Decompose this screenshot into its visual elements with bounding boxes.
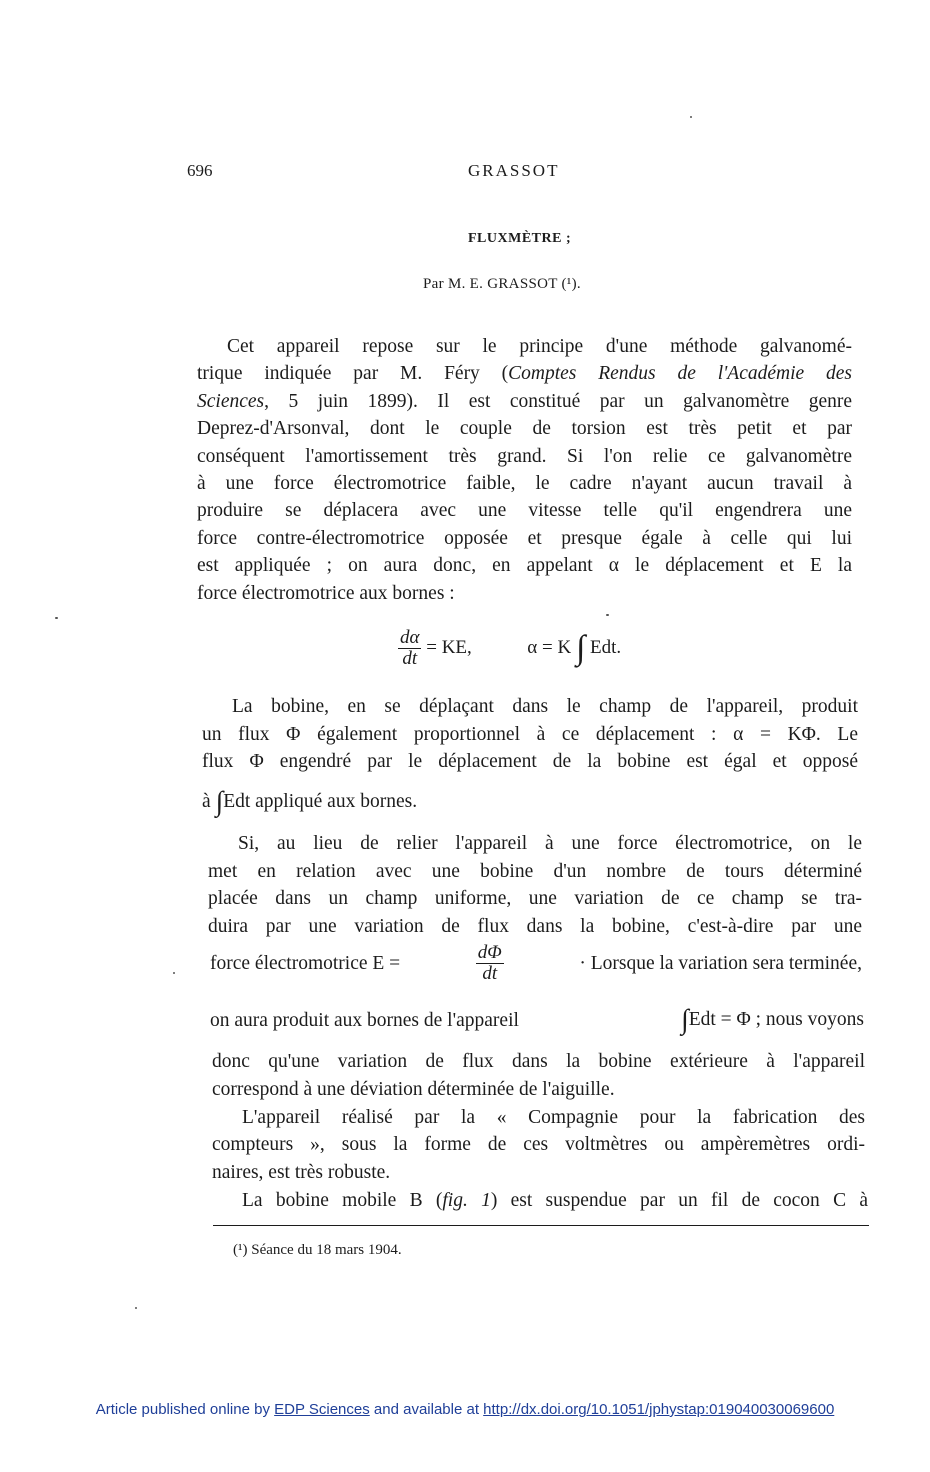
text-line: La bobine, en se déplaçant dans le champ de l'appareil, produit <box>232 696 858 717</box>
text-line: un flux Φ également proportionnel à ce déplacement : α = KΦ. Le <box>202 724 858 745</box>
equation-1 <box>398 628 621 669</box>
doi-link[interactable]: http://dx.doi.org/10.1051/jphystap:019040030069600 <box>483 1401 835 1418</box>
text-span: ) est suspendue par un fil de cocon C à <box>490 1190 868 1211</box>
text-line: Deprez-d'Arsonval, dont le couple de torsion est très petit et par <box>197 418 852 439</box>
text-span: , 5 juin 1899). Il est constitué par un galvanomètre genre <box>264 391 852 412</box>
fraction-denominator: dt <box>482 962 498 984</box>
text-line: donc qu'une variation de flux dans la bobine extérieure à l'appareil <box>212 1051 865 1072</box>
equation-lhs: α = K <box>527 636 572 658</box>
text-line <box>197 360 852 387</box>
scan-speck <box>55 617 58 619</box>
integral-sign: ∫ <box>215 786 224 818</box>
scan-speck <box>135 1307 137 1309</box>
text-line <box>197 388 852 415</box>
text-line: produire se déplacera avec une vitesse telle qu'il engendrera une <box>197 500 852 521</box>
text-line: à une force électromotrice faible, le cadre n'ayant aucun travail à <box>197 473 852 494</box>
integral-sign: ∫ <box>575 629 586 667</box>
text-line <box>202 788 417 817</box>
text-span: Edt = Φ ; nous voyons <box>688 1009 864 1030</box>
page-number: 696 <box>187 161 213 180</box>
text-line: force électromotrice aux bornes : <box>197 583 455 604</box>
citation-italic: Comptes Rendus de l'Académie des <box>508 363 852 384</box>
text-line: est appliquée ; on aura donc, en appelant α le déplacement et E la <box>197 555 852 576</box>
text-line: compteurs », sous la forme de ces voltmètres ou ampèremètres ordi- <box>212 1134 865 1155</box>
text-line <box>212 1187 868 1214</box>
equation-rhs: = KE, <box>426 636 472 658</box>
integrand: Edt. <box>590 636 622 658</box>
text-line: correspond à une déviation déterminée de l'aiguille. <box>212 1079 615 1100</box>
publisher-link[interactable]: EDP Sciences <box>274 1401 370 1418</box>
scan-speck <box>173 972 175 974</box>
text-span: à <box>202 791 211 812</box>
scan-speck <box>606 614 609 616</box>
fraction-denominator: dt <box>402 647 418 669</box>
scan-speck <box>690 116 692 118</box>
text-line: met en relation avec une bobine d'un nombre de tours déterminé <box>208 861 862 882</box>
text-span: Edt appliqué aux bornes. <box>223 791 418 812</box>
text-line: naires, est très robuste. <box>212 1162 391 1183</box>
text-line: duira par une variation de flux dans la bobine, c'est-à-dire par une <box>208 916 862 937</box>
publication-footer <box>0 1401 930 1418</box>
article-byline: Par M. E. GRASSOT (¹). <box>423 276 581 292</box>
footer-text: and available at <box>369 1401 484 1418</box>
text-span: · Lorsque la variation sera terminée, <box>579 952 862 974</box>
text-span: La bobine mobile B ( <box>242 1190 443 1211</box>
fraction-numerator: dΦ <box>477 942 502 963</box>
running-head: GRASSOT <box>468 161 560 180</box>
text-span: on aura produit aux bornes de l'appareil <box>210 1009 519 1031</box>
figure-reference: fig. 1 <box>442 1190 491 1211</box>
text-line: conséquent l'amortissement très grand. Si l'on relie ce galvanomètre <box>197 446 852 467</box>
text-line: placée dans un champ uniforme, une variation de ce champ se tra- <box>208 888 862 909</box>
integral-sign: ∫ <box>681 1004 689 1036</box>
text-line: Cet appareil repose sur le principe d'une méthode galvanomé- <box>227 336 852 357</box>
footnote-separator <box>213 1225 869 1226</box>
text-line: flux Φ engendré par le déplacement de la bobine est égal et opposé <box>202 751 858 772</box>
text-line: L'appareil réalisé par la « Compagnie pour la fabrication des <box>242 1107 865 1128</box>
text-line <box>210 1006 864 1035</box>
citation-italic: Sciences <box>197 391 265 412</box>
footer-text: Article published online by <box>95 1401 275 1418</box>
article-title: FLUXMÈTRE ; <box>468 231 572 246</box>
fraction-numerator: dα <box>400 627 420 648</box>
text-span: trique indiquée par M. Féry ( <box>197 363 509 384</box>
footnote: (¹) Séance du 18 mars 1904. <box>233 1242 402 1258</box>
fraction <box>476 943 504 984</box>
text-line: force contre-électromotrice opposée et presque égale à celle qui lui <box>197 528 852 549</box>
text-span: force électromotrice E = <box>210 952 401 974</box>
text-line: Si, au lieu de relier l'appareil à une force électromotrice, on le <box>238 833 862 854</box>
text-line <box>210 943 862 984</box>
fraction <box>398 628 421 669</box>
